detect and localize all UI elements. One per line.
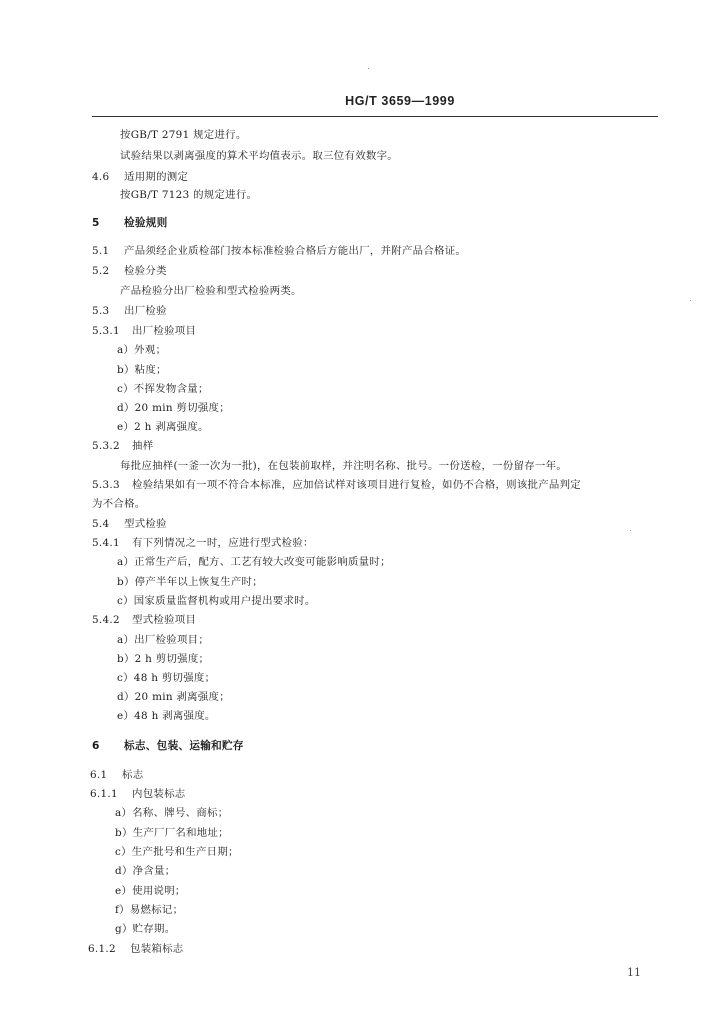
list-item: g）贮存期。 bbox=[115, 923, 176, 935]
list-item: e）2 h 剥离强度。 bbox=[117, 421, 209, 433]
clause-6-1-2-heading: 6.1.2 包装箱标志 bbox=[88, 943, 184, 955]
clause-5-3-heading: 5.3 出厂检验 bbox=[92, 305, 167, 317]
list-item: c）48 h 剪切强度； bbox=[117, 672, 216, 684]
clause-5-4-2-heading: 5.4.2 型式检验项目 bbox=[92, 614, 197, 626]
list-item: c）生产批号和生产日期； bbox=[115, 846, 239, 858]
list-item: c）国家质量监督机构或用户提出要求时。 bbox=[117, 595, 316, 607]
list-item: e）48 h 剥离强度。 bbox=[117, 710, 216, 722]
body-line: 每批应抽样(一釜一次为一批)，在包装前取样，并注明名称、批号。一份送检，一份留存一年。 bbox=[120, 460, 568, 472]
clause-4-6-heading: 4.6 适用期的测定 bbox=[92, 171, 189, 183]
list-item: b）停产半年以上恢复生产时； bbox=[117, 576, 263, 588]
scan-speck bbox=[368, 68, 369, 69]
list-item: d）净含量； bbox=[115, 865, 176, 877]
clause-5-2-heading: 5.2 检验分类 bbox=[92, 265, 167, 277]
list-item: a）正常生产后，配方、工艺有较大改变可能影响质量时； bbox=[117, 556, 391, 568]
list-item: b）粘度； bbox=[117, 364, 167, 376]
list-item: e）使用说明； bbox=[115, 885, 186, 897]
list-item: d）20 min 剪切强度； bbox=[117, 402, 230, 414]
clause-5-3-3: 5.3.3 检验结果如有一项不符合本标准，应加倍试样对该项目进行复检，如仍不合格，则该批产品判定 bbox=[92, 479, 582, 491]
clause-5-4-1: 5.4.1 有下列情况之一时，应进行型式检验： bbox=[92, 537, 314, 549]
section-5-heading: 5 检验规则 bbox=[92, 217, 168, 229]
clause-5-3-2-heading: 5.3.2 抽样 bbox=[92, 440, 154, 452]
list-item: c）不挥发物含量； bbox=[117, 383, 209, 395]
standard-code-header: HG/T 3659—1999 bbox=[345, 94, 455, 108]
list-item: b）生产厂厂名和地址； bbox=[115, 827, 229, 839]
section-6-heading: 6 标志、包装、运输和贮存 bbox=[92, 740, 244, 752]
clause-5-4-heading: 5.4 型式检验 bbox=[92, 518, 167, 530]
list-item: a）出厂检验项目； bbox=[117, 634, 210, 646]
body-line: 产品检验分出厂检验和型式检验两类。 bbox=[120, 285, 302, 297]
list-item: f）易燃标记； bbox=[115, 904, 184, 916]
body-line: 为不合格。 bbox=[92, 498, 146, 510]
list-item: d）20 min 剥离强度； bbox=[117, 691, 230, 703]
list-item: a）外观； bbox=[117, 344, 167, 356]
body-line: 试验结果以剥离强度的算术平均值表示。取三位有效数字。 bbox=[120, 150, 398, 162]
page-number: 11 bbox=[627, 966, 641, 979]
list-item: a）名称、牌号、商标； bbox=[115, 807, 229, 819]
clause-6-1-heading: 6.1 标志 bbox=[90, 769, 144, 781]
scan-speck bbox=[630, 530, 631, 531]
scan-speck bbox=[690, 300, 691, 301]
clause-5-3-1-heading: 5.3.1 出厂检验项目 bbox=[92, 325, 197, 337]
body-line: 按GB/T 7123 的规定进行。 bbox=[120, 189, 258, 201]
body-line: 按GB/T 2791 规定进行。 bbox=[120, 129, 247, 141]
list-item: b）2 h 剪切强度； bbox=[117, 653, 210, 665]
header-rule bbox=[92, 116, 658, 117]
clause-5-1: 5.1 产品须经企业质检部门按本标准检验合格后方能出厂，并附产品合格证。 bbox=[92, 245, 467, 257]
clause-6-1-1-heading: 6.1.1 内包装标志 bbox=[90, 788, 186, 800]
